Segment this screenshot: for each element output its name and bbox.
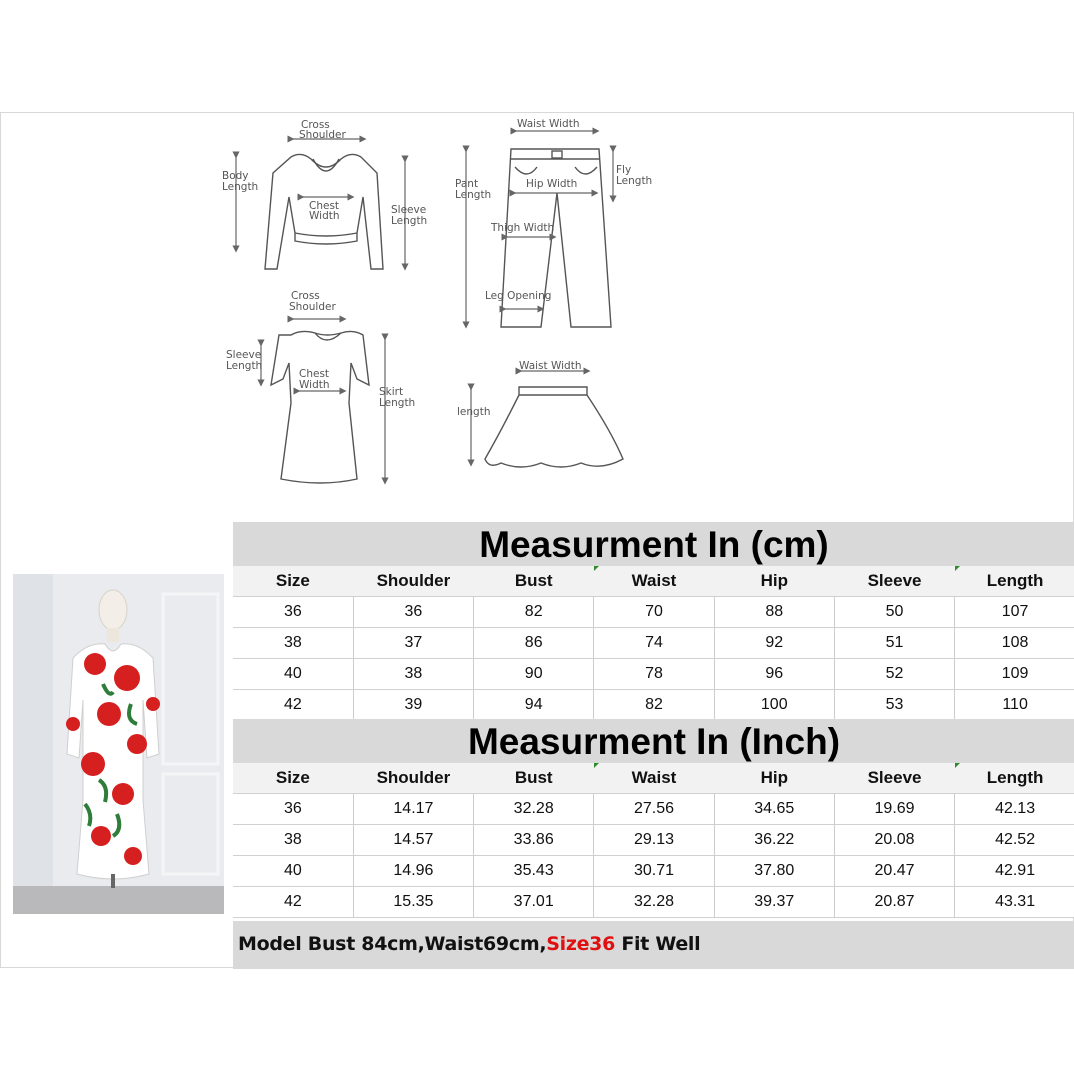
table-cell: 14.17 xyxy=(353,794,473,825)
skirt-diagram xyxy=(457,360,623,467)
table-row xyxy=(233,628,1074,659)
label-body-length-2: Length xyxy=(222,181,259,193)
table-cell: 20.47 xyxy=(834,856,954,887)
label-skirt-length: length xyxy=(457,406,491,418)
label-skirt-length-1: Skirt xyxy=(379,386,404,398)
label-body-length-1: Body xyxy=(222,170,249,182)
model-fit-prefix: Model Bust 84cm,Waist69cm, xyxy=(238,933,547,955)
table-cell: 38 xyxy=(233,825,353,856)
cm-header-length: Length xyxy=(955,566,1074,597)
cm-table-section xyxy=(233,522,1074,722)
pants-diagram xyxy=(455,118,652,327)
product-photo xyxy=(13,574,224,914)
table-cell: 20.08 xyxy=(834,825,954,856)
table-cell: 14.57 xyxy=(353,825,473,856)
garment-diagrams-svg xyxy=(1,113,1073,521)
table-row xyxy=(233,856,1074,887)
label-dress-sleeve-length-2: Length xyxy=(226,360,263,372)
table-cell: 36 xyxy=(233,794,353,825)
table-cell: 92 xyxy=(714,628,834,659)
table-cell: 39 xyxy=(353,690,473,721)
model-fit-note xyxy=(233,921,1074,969)
table-cell: 19.69 xyxy=(834,794,954,825)
table-cell: 36 xyxy=(233,597,353,628)
table-cell: 82 xyxy=(594,690,714,721)
label-cross-shoulder-dress-1: Cross xyxy=(291,290,320,302)
table-cell: 51 xyxy=(834,628,954,659)
table-cell: 20.87 xyxy=(834,887,954,918)
table-cell: 74 xyxy=(594,628,714,659)
model-fit-text xyxy=(238,933,700,955)
model-fit-suffix: Fit Well xyxy=(615,933,701,955)
table-cell: 39.37 xyxy=(714,887,834,918)
table-cell: 94 xyxy=(474,690,594,721)
cm-table-title: Measurment In (cm) xyxy=(233,522,1074,566)
cm-header-bust: Bust xyxy=(474,566,594,597)
table-row xyxy=(233,825,1074,856)
label-leg-opening: Leg Opening xyxy=(485,290,552,302)
table-cell: 32.28 xyxy=(594,887,714,918)
table-cell: 33.86 xyxy=(474,825,594,856)
cm-table xyxy=(233,566,1074,721)
inch-header-bust: Bust xyxy=(474,763,594,794)
inch-header-size: Size xyxy=(233,763,353,794)
table-cell: 15.35 xyxy=(353,887,473,918)
table-cell: 42.52 xyxy=(955,825,1074,856)
table-cell: 37.80 xyxy=(714,856,834,887)
inch-header-hip: Hip xyxy=(714,763,834,794)
table-row xyxy=(233,690,1074,721)
label-pant-length-1: Pant xyxy=(455,178,479,190)
label-fly-length-1: Fly xyxy=(616,164,632,176)
table-row xyxy=(233,659,1074,690)
table-cell: 70 xyxy=(594,597,714,628)
label-hip-width: Hip Width xyxy=(526,178,578,190)
label-cross-shoulder-dress-2: Shoulder xyxy=(289,301,336,313)
table-cell: 38 xyxy=(353,659,473,690)
label-chest-width-2: Width xyxy=(309,210,340,222)
table-cell: 100 xyxy=(714,690,834,721)
table-cell: 38 xyxy=(233,628,353,659)
table-cell: 42.13 xyxy=(955,794,1074,825)
label-thigh-width: Thigh Width xyxy=(491,222,555,234)
table-cell: 34.65 xyxy=(714,794,834,825)
inch-table-header-row xyxy=(233,763,1074,794)
label-waist-width-pants: Waist Width xyxy=(517,118,580,130)
table-cell: 108 xyxy=(955,628,1074,659)
table-cell: 110 xyxy=(955,690,1074,721)
table-cell: 36.22 xyxy=(714,825,834,856)
label-skirt-waist-width: Waist Width xyxy=(519,360,582,372)
table-row xyxy=(233,794,1074,825)
table-cell: 109 xyxy=(955,659,1074,690)
size-chart-sheet xyxy=(0,112,1074,968)
product-photo-svg xyxy=(13,574,224,914)
table-cell: 14.96 xyxy=(353,856,473,887)
dress-diagram xyxy=(226,290,415,483)
label-dress-chest-width-1: Chest xyxy=(299,368,330,380)
table-cell: 96 xyxy=(714,659,834,690)
sweater-diagram xyxy=(222,119,427,269)
inch-table-section xyxy=(233,719,1074,919)
inch-header-shoulder: Shoulder xyxy=(353,763,473,794)
table-cell: 32.28 xyxy=(474,794,594,825)
inch-table xyxy=(233,763,1074,918)
table-cell: 40 xyxy=(233,659,353,690)
cm-table-header-row xyxy=(233,566,1074,597)
table-row xyxy=(233,597,1074,628)
label-dress-sleeve-length-1: Sleeve xyxy=(226,349,262,361)
label-fly-length-2: Length xyxy=(616,175,653,187)
table-cell: 37 xyxy=(353,628,473,659)
cm-header-hip: Hip xyxy=(714,566,834,597)
table-cell: 37.01 xyxy=(474,887,594,918)
table-cell: 88 xyxy=(714,597,834,628)
table-cell: 29.13 xyxy=(594,825,714,856)
table-cell: 35.43 xyxy=(474,856,594,887)
table-cell: 90 xyxy=(474,659,594,690)
label-cross-shoulder-top-2: Shoulder xyxy=(299,129,346,141)
table-cell: 86 xyxy=(474,628,594,659)
label-chest-width-1: Chest xyxy=(309,200,340,212)
garment-diagrams xyxy=(1,113,1073,521)
inch-header-sleeve: Sleeve xyxy=(834,763,954,794)
cm-header-size: Size xyxy=(233,566,353,597)
table-cell: 52 xyxy=(834,659,954,690)
table-cell: 42.91 xyxy=(955,856,1074,887)
table-row xyxy=(233,887,1074,918)
table-cell: 43.31 xyxy=(955,887,1074,918)
table-cell: 50 xyxy=(834,597,954,628)
label-sleeve-length-2: Length xyxy=(391,215,428,227)
model-fit-size-highlight: Size36 xyxy=(546,933,616,955)
cm-header-waist: Waist xyxy=(594,566,714,597)
table-cell: 107 xyxy=(955,597,1074,628)
table-cell: 40 xyxy=(233,856,353,887)
table-cell: 27.56 xyxy=(594,794,714,825)
inch-header-length: Length xyxy=(955,763,1074,794)
inch-table-title: Measurment In (Inch) xyxy=(233,719,1074,763)
table-cell: 42 xyxy=(233,887,353,918)
cm-header-sleeve: Sleeve xyxy=(834,566,954,597)
table-cell: 82 xyxy=(474,597,594,628)
label-skirt-length-2: Length xyxy=(379,397,416,409)
cm-header-shoulder: Shoulder xyxy=(353,566,473,597)
label-sleeve-length-1: Sleeve xyxy=(391,204,427,216)
table-cell: 30.71 xyxy=(594,856,714,887)
table-cell: 78 xyxy=(594,659,714,690)
table-cell: 36 xyxy=(353,597,473,628)
table-cell: 53 xyxy=(834,690,954,721)
label-cross-shoulder-top-1: Cross xyxy=(301,119,330,131)
label-pant-length-2: Length xyxy=(455,189,492,201)
label-dress-chest-width-2: Width xyxy=(299,379,330,391)
inch-header-waist: Waist xyxy=(594,763,714,794)
table-cell: 42 xyxy=(233,690,353,721)
